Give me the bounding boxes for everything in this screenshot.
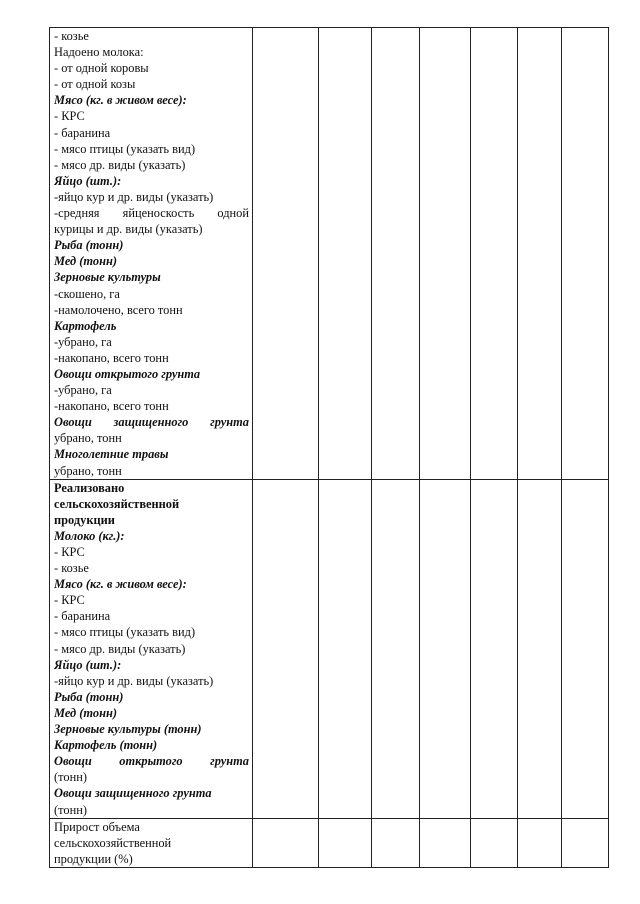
value-cell — [420, 818, 471, 867]
row-label: Молоко (кг.): — [54, 528, 125, 543]
value-cell — [372, 818, 420, 867]
row-label: - козье — [54, 561, 89, 576]
row-label: -убрано, га — [54, 383, 112, 398]
row-label: - мясо др. виды (указать) — [54, 157, 186, 172]
row-label: продукции — [54, 512, 115, 527]
row-label: Овощи защищенного грунта — [54, 415, 249, 430]
row-label: курицы и др. виды (указать) — [54, 222, 203, 237]
value-cell — [562, 818, 609, 867]
value-cell — [253, 479, 319, 818]
value-cell — [562, 28, 609, 480]
table-row — [50, 818, 609, 867]
row-label: -накопано, всего тонн — [54, 350, 169, 365]
row-label: Мед (тонн) — [54, 254, 117, 269]
row-label: - КРС — [54, 545, 85, 559]
row-label: -скошено, га — [54, 286, 120, 301]
value-cell — [471, 818, 518, 867]
row-label: - козье — [54, 29, 89, 43]
value-cell — [319, 818, 372, 867]
row-label: Овощи открытого грунта — [54, 366, 201, 381]
row-label-cell — [50, 28, 253, 480]
row-label: -убрано, га — [54, 334, 112, 349]
value-cell — [518, 28, 562, 480]
row-label: -яйцо кур и др. виды (указать) — [54, 189, 214, 204]
row-label: - мясо др. виды (указать) — [54, 641, 186, 656]
value-cell — [518, 479, 562, 818]
table-row — [50, 479, 609, 818]
row-label: Мясо (кг. в живом весе): — [54, 93, 187, 108]
row-label: - мясо птицы (указать вид) — [54, 625, 196, 640]
row-label: - от одной козы — [54, 77, 136, 92]
row-label: Реализовано — [54, 480, 125, 495]
row-label: продукции (%) — [54, 851, 133, 866]
row-label: Картофель (тонн) — [54, 738, 158, 753]
row-label: Прирост объема — [54, 819, 140, 834]
row-label: убрано, тонн — [54, 431, 122, 446]
row-label: Многолетние травы — [54, 447, 169, 462]
row-label-cell — [50, 818, 253, 867]
row-label: - КРС — [54, 593, 85, 608]
table-row — [50, 28, 609, 480]
value-cell — [471, 479, 518, 818]
row-label: (тонн) — [54, 802, 87, 817]
row-label: сельскохозяйственной — [54, 496, 180, 511]
row-label: Мед (тонн) — [54, 705, 117, 720]
value-cell — [253, 818, 319, 867]
row-label: Зерновые культуры — [54, 270, 161, 285]
row-label: Яйцо (шт.): — [54, 173, 122, 188]
row-label: - от одной коровы — [54, 61, 149, 76]
value-cell — [253, 28, 319, 480]
value-cell — [518, 818, 562, 867]
row-label: Рыба (тонн) — [54, 238, 124, 253]
value-cell — [420, 479, 471, 818]
row-label: Зерновые культуры (тонн) — [54, 722, 202, 737]
row-label: Надоено молока: — [54, 45, 144, 60]
value-cell — [372, 479, 420, 818]
row-label: - КРС — [54, 109, 85, 124]
value-cell — [319, 28, 372, 480]
row-label: -средняя яйценоскость одной — [54, 206, 249, 221]
row-label: Рыба (тонн) — [54, 689, 124, 704]
production-table — [49, 27, 609, 868]
row-label: Мясо (кг. в живом весе): — [54, 577, 187, 592]
value-cell — [420, 28, 471, 480]
value-cell — [319, 479, 372, 818]
row-label: - баранина — [54, 609, 111, 624]
row-label: - баранина — [54, 125, 111, 140]
value-cell — [372, 28, 420, 480]
row-label: -накопано, всего тонн — [54, 399, 169, 414]
row-label-cell — [50, 479, 253, 818]
row-label: Картофель — [54, 318, 117, 333]
row-label: -намолочено, всего тонн — [54, 302, 183, 317]
value-cell — [471, 28, 518, 480]
row-label: сельскохозяйственной — [54, 835, 172, 850]
row-label: Овощи открытого грунта — [54, 754, 249, 769]
row-label: -яйцо кур и др. виды (указать) — [54, 673, 214, 688]
row-label: Яйцо (шт.): — [54, 657, 122, 672]
row-label: (тонн) — [54, 770, 87, 785]
row-label: - мясо птицы (указать вид) — [54, 141, 196, 156]
value-cell — [562, 479, 609, 818]
row-label: Овощи защищенного грунта — [54, 786, 212, 801]
row-label: убрано, тонн — [54, 463, 122, 478]
